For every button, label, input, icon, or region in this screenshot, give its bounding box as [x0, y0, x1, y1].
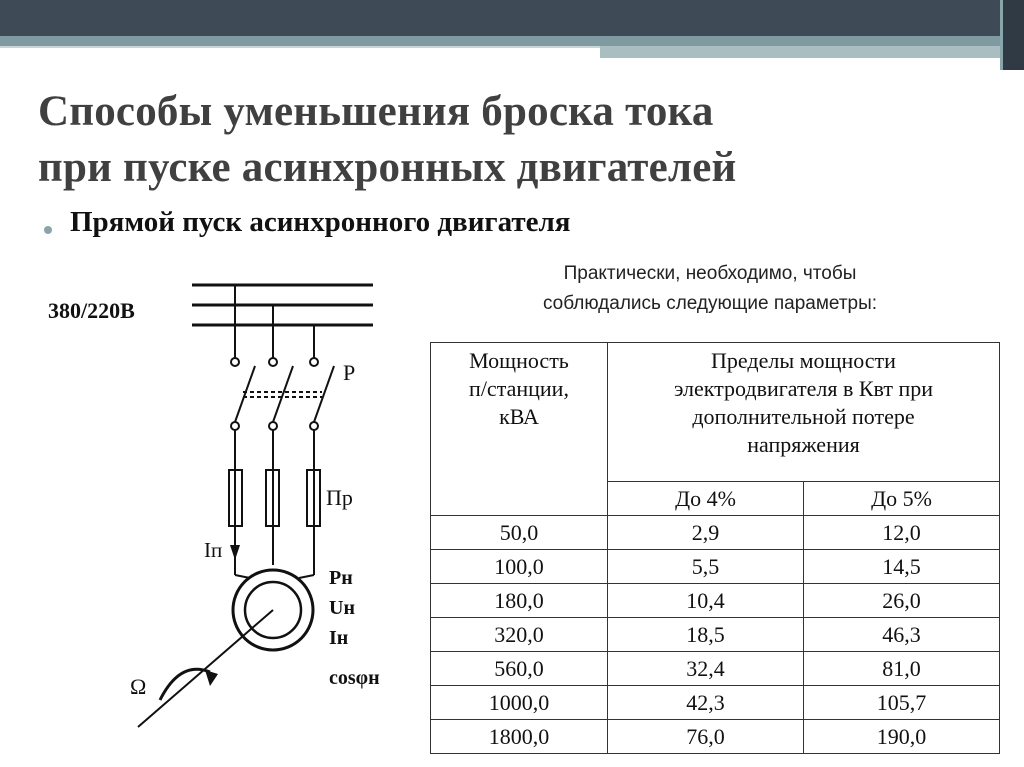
- rated-cos-label: cosφн: [329, 667, 380, 689]
- cell-limit-4pct: 5,5: [608, 550, 804, 584]
- rotation-arc-icon: [160, 669, 210, 700]
- cell-station-power: 1000,0: [431, 686, 608, 720]
- subheader-5pct: До 5%: [804, 482, 1000, 516]
- rated-power-label: Pн: [329, 567, 353, 589]
- shaft-line: [138, 610, 273, 727]
- table-row: [431, 652, 1000, 686]
- cell-station-power: 1800,0: [431, 720, 608, 754]
- rotation-arrow-icon: [205, 670, 218, 686]
- fuse-wires: [235, 430, 314, 470]
- header-motor-power-line3: дополнительной потере: [692, 404, 915, 429]
- table-row: [431, 516, 1000, 550]
- cell-station-power: 560,0: [431, 652, 608, 686]
- cell-limit-5pct: 81,0: [804, 652, 1000, 686]
- cell-limit-5pct: 46,3: [804, 618, 1000, 652]
- cell-limit-4pct: 18,5: [608, 618, 804, 652]
- cell-limit-4pct: 10,4: [608, 584, 804, 618]
- parameters-table: [430, 342, 1000, 754]
- slide-title-line1: Способы уменьшения броска тока: [38, 88, 714, 135]
- header-motor-power-text: [608, 343, 999, 459]
- cell-limit-4pct: 76,0: [608, 720, 804, 754]
- table-row: [431, 550, 1000, 584]
- table-row: [431, 618, 1000, 652]
- table-header-row: [431, 343, 1000, 482]
- slide-title-line2: при пуске асинхронных двигателей: [38, 144, 737, 191]
- cell-limit-5pct: 26,0: [804, 584, 1000, 618]
- fuses: [229, 470, 320, 526]
- subheader-4pct: До 4%: [608, 482, 804, 516]
- cell-limit-5pct: 105,7: [804, 686, 1000, 720]
- cell-station-power: 320,0: [431, 618, 608, 652]
- header-station-power-line1: Мощность: [469, 348, 569, 373]
- current-label: Iп: [204, 538, 223, 562]
- cell-station-power: 100,0: [431, 550, 608, 584]
- header-motor-power-line4: напряжения: [747, 432, 860, 457]
- cell-limit-4pct: 42,3: [608, 686, 804, 720]
- switch-label: Р: [343, 360, 356, 385]
- switch-blades: [231, 366, 334, 430]
- cell-limit-5pct: 190,0: [804, 720, 1000, 754]
- cell-station-power: 180,0: [431, 584, 608, 618]
- header-motor-power-line1: Пределы мощности: [711, 348, 896, 373]
- table-row: [431, 686, 1000, 720]
- cell-limit-5pct: 14,5: [804, 550, 1000, 584]
- note-line1: Практически, необходимо, чтобы: [563, 263, 857, 284]
- cell-limit-5pct: 12,0: [804, 516, 1000, 550]
- table-row: [431, 720, 1000, 754]
- header-station-power: [431, 343, 608, 516]
- rated-current-label: Iн: [329, 627, 349, 649]
- header-motor-power-limits: [608, 343, 1000, 482]
- cell-station-power: 50,0: [431, 516, 608, 550]
- header-motor-power-line2: электродвигателя в Квт при: [673, 376, 934, 401]
- header-station-power-text: [431, 343, 607, 431]
- note-line2: соблюдались следующие параметры:: [542, 293, 878, 314]
- bullet-text: Прямой пуск асинхронного двигателя: [70, 206, 571, 238]
- cell-limit-4pct: 32,4: [608, 652, 804, 686]
- header-station-power-line3: кВА: [499, 404, 539, 429]
- speed-label: Ω: [130, 674, 147, 699]
- table-body: [431, 516, 1000, 754]
- table-row: [431, 584, 1000, 618]
- cell-limit-4pct: 2,9: [608, 516, 804, 550]
- rated-voltage-label: Uн: [329, 597, 355, 619]
- fuse-label: Пр: [326, 485, 353, 510]
- voltage-label: 380/220В: [48, 298, 135, 323]
- header-station-power-line2: п/станции,: [469, 376, 569, 401]
- current-arrow-icon: [230, 545, 240, 560]
